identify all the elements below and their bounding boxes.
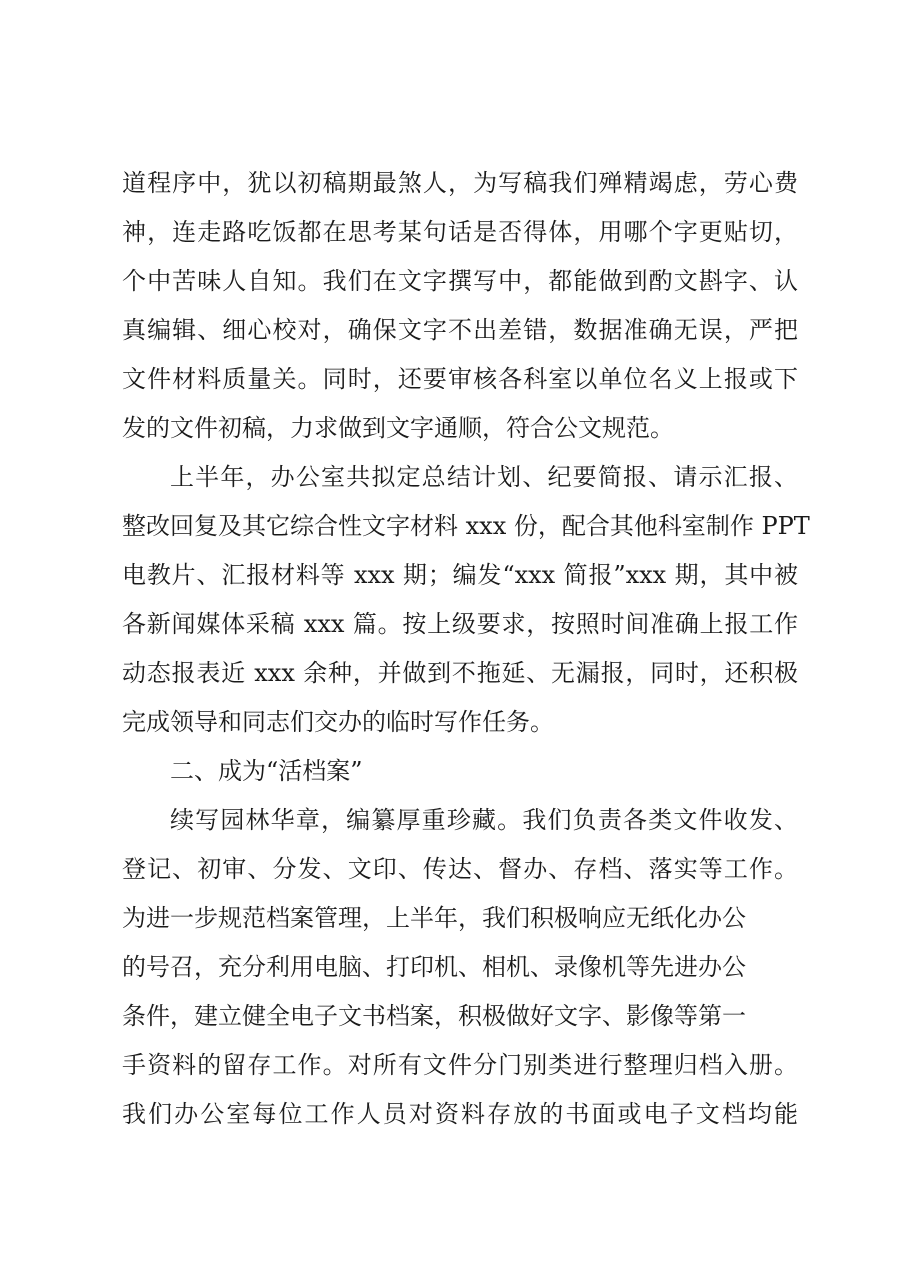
paragraph-1-line-6: 发的文件初稿，力求做到文字通顺，符合公文规范。	[122, 414, 674, 442]
paragraph-4-line-5: 条件，建立健全电子文书档案，积极做好文字、影像等第一	[122, 1002, 746, 1030]
paragraph-1-line-5: 文件材料质量关。同时，还要审核各科室以单位名义上报或下	[122, 365, 798, 393]
paragraph-2-line-6: 完成领导和同志们交办的临时写作任务。	[122, 708, 554, 736]
paragraph-1-line-2: 神，连走路吃饭都在思考某句话是否得体，用哪个字更贴切，	[122, 218, 798, 246]
paragraph-4-line-6: 手资料的留存工作。对所有文件分门别类进行整理归档入册。	[122, 1051, 798, 1079]
paragraph-2-line-1: 上半年，办公室共拟定总结计划、纪要简报、请示汇报、	[170, 463, 798, 491]
section-heading: 二、成为“活档案”	[170, 757, 363, 785]
paragraph-2-line-5: 动态报表近 xxx 余种，并做到不拖延、无漏报，同时，还积极	[122, 659, 798, 687]
paragraph-4-line-3: 为进一步规范档案管理，上半年，我们积极响应无纸化办公	[122, 904, 746, 932]
paragraph-4-line-4: 的号召，充分利用电脑、打印机、相机、录像机等先进办公	[122, 953, 746, 981]
paragraph-1-line-4: 真编辑、细心校对，确保文字不出差错，数据准确无误，严把	[122, 316, 798, 344]
paragraph-2-line-3: 电教片、汇报材料等 xxx 期；编发“xxx 简报”xxx 期，其中被	[122, 561, 798, 589]
paragraph-1-line-1: 道程序中，犹以初稿期最煞人，为写稿我们殚精竭虑，劳心费	[122, 169, 798, 197]
paragraph-1-line-3: 个中苦味人自知。我们在文字撰写中，都能做到酌文斟字、认	[122, 267, 798, 295]
paragraph-4-line-1: 续写园林华章，编纂厚重珍藏。我们负责各类文件收发、	[170, 806, 798, 834]
paragraph-4-line-2: 登记、初审、分发、文印、传达、督办、存档、落实等工作。	[122, 855, 798, 883]
paragraph-4-line-7: 我们办公室每位工作人员对资料存放的书面或电子文档均能	[122, 1100, 798, 1128]
paragraph-2-line-2: 整改回复及其它综合性文字材料 xxx 份，配合其他科室制作 PPT	[122, 512, 810, 540]
paragraph-2-line-4: 各新闻媒体采稿 xxx 篇。按上级要求，按照时间准确上报工作	[122, 610, 798, 638]
